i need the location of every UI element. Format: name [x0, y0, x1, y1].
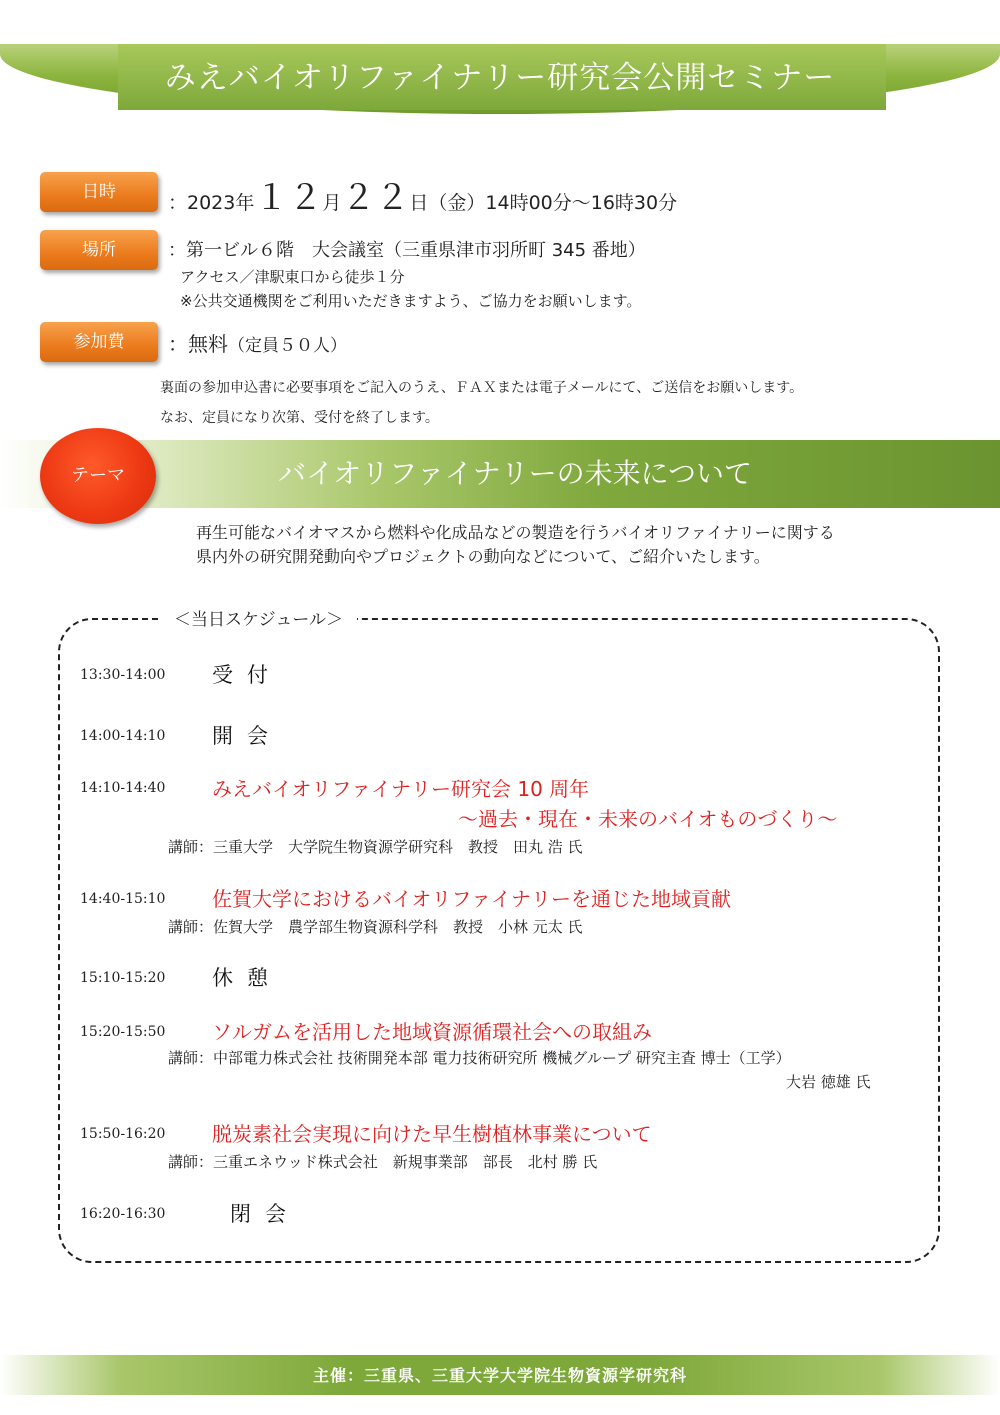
date-month-unit: 月 — [322, 192, 342, 214]
date-day: ２２ — [341, 178, 410, 218]
header-banner — [0, 44, 1000, 124]
schedule-title: 開会 — [212, 724, 282, 748]
talk-title: みえバイオリファイナリー研究会 10 周年 — [212, 777, 590, 801]
theme-title: バイオリファイナリーの未来について — [277, 457, 753, 490]
schedule-time: 14:10-14:40 — [80, 780, 166, 796]
date-prefix: ：2023年 — [168, 192, 255, 214]
page-title: みえバイオリファイナリー研究会公開セミナー — [164, 60, 836, 96]
fee-value — [168, 328, 347, 357]
speaker: 講師：三重大学 大学院生物資源学研究科 教授 田丸 浩 氏 — [168, 838, 583, 856]
date-day-unit: 日 — [409, 192, 429, 214]
theme-desc-1: 再生可能なバイオマスから燃料や化成品などの製造を行うバイオリファイナリーに関する — [196, 523, 835, 542]
talk-title: 佐賀大学におけるバイオリファイナリーを通じた地域貢献 — [212, 887, 731, 911]
date-label: 日時 — [40, 172, 158, 212]
talk-subtitle: 〜過去・現在・未来のバイオものづくり〜 — [458, 807, 838, 831]
apply-note-2: なお、定員になり次第、受付を終了します。 — [160, 410, 439, 426]
schedule-title: 休憩 — [212, 966, 282, 990]
place-line3: ※公共交通機関をご利用いただきますよう、ご協力をお願いします。 — [180, 292, 642, 310]
schedule-time: 16:20-16:30 — [80, 1206, 166, 1222]
place-label: 場所 — [40, 230, 158, 270]
schedule-time: 13:30-14:00 — [80, 667, 166, 683]
footer-organizer: 主催：三重県、三重大学大学院生物資源学研究科 — [312, 1366, 687, 1385]
date-month: １２ — [254, 178, 323, 218]
talk-title: 脱炭素社会実現に向けた早生樹植林事業について — [212, 1122, 652, 1146]
apply-note-1: 裏面の参加申込書に必要事項をご記入のうえ、ＦＡＸまたは電子メールにて、ご送信をお願いします。 — [160, 380, 804, 396]
schedule-time: 15:20-15:50 — [80, 1024, 166, 1040]
date-value — [168, 170, 677, 219]
speaker: 講師：佐賀大学 農学部生物資源科学科 教授 小林 元太 氏 — [168, 918, 583, 936]
speaker: 講師：三重エネウッド株式会社 新規事業部 部長 北村 勝 氏 — [168, 1153, 598, 1171]
fee-capacity: （定員５０人） — [228, 336, 347, 356]
speaker-name: 大岩 徳雄 氏 — [786, 1073, 871, 1091]
schedule-time: 14:00-14:10 — [80, 728, 166, 744]
place-line1: ：第一ビル６階 大会議室（三重県津市羽所町 345 番地） — [168, 240, 646, 261]
schedule-time: 15:50-16:20 — [80, 1126, 166, 1142]
schedule-heading: ＜当日スケジュール＞ — [160, 605, 357, 630]
schedule-time: 14:40-15:10 — [80, 891, 166, 907]
schedule-title: 受付 — [212, 663, 282, 687]
schedule-time: 15:10-15:20 — [80, 970, 166, 986]
talk-title: ソルガムを活用した地域資源循環社会への取組み — [212, 1020, 652, 1044]
date-rest: （金）14時00分〜16時30分 — [428, 192, 678, 214]
schedule-title: 閉会 — [230, 1202, 300, 1226]
theme-desc-2: 県内外の研究開発動向やプロジェクトの動向などについて、ご紹介いたします。 — [196, 547, 770, 566]
fee-label: 参加費 — [40, 322, 158, 362]
place-line2: アクセス／津駅東口から徒歩１分 — [180, 268, 405, 286]
fee-free: ：無料 — [168, 332, 228, 356]
speaker: 講師：中部電力株式会社 技術開発本部 電力技術研究所 機械グループ 研究主査 博士（工学） — [168, 1049, 791, 1067]
theme-badge: テーマ — [40, 428, 156, 524]
